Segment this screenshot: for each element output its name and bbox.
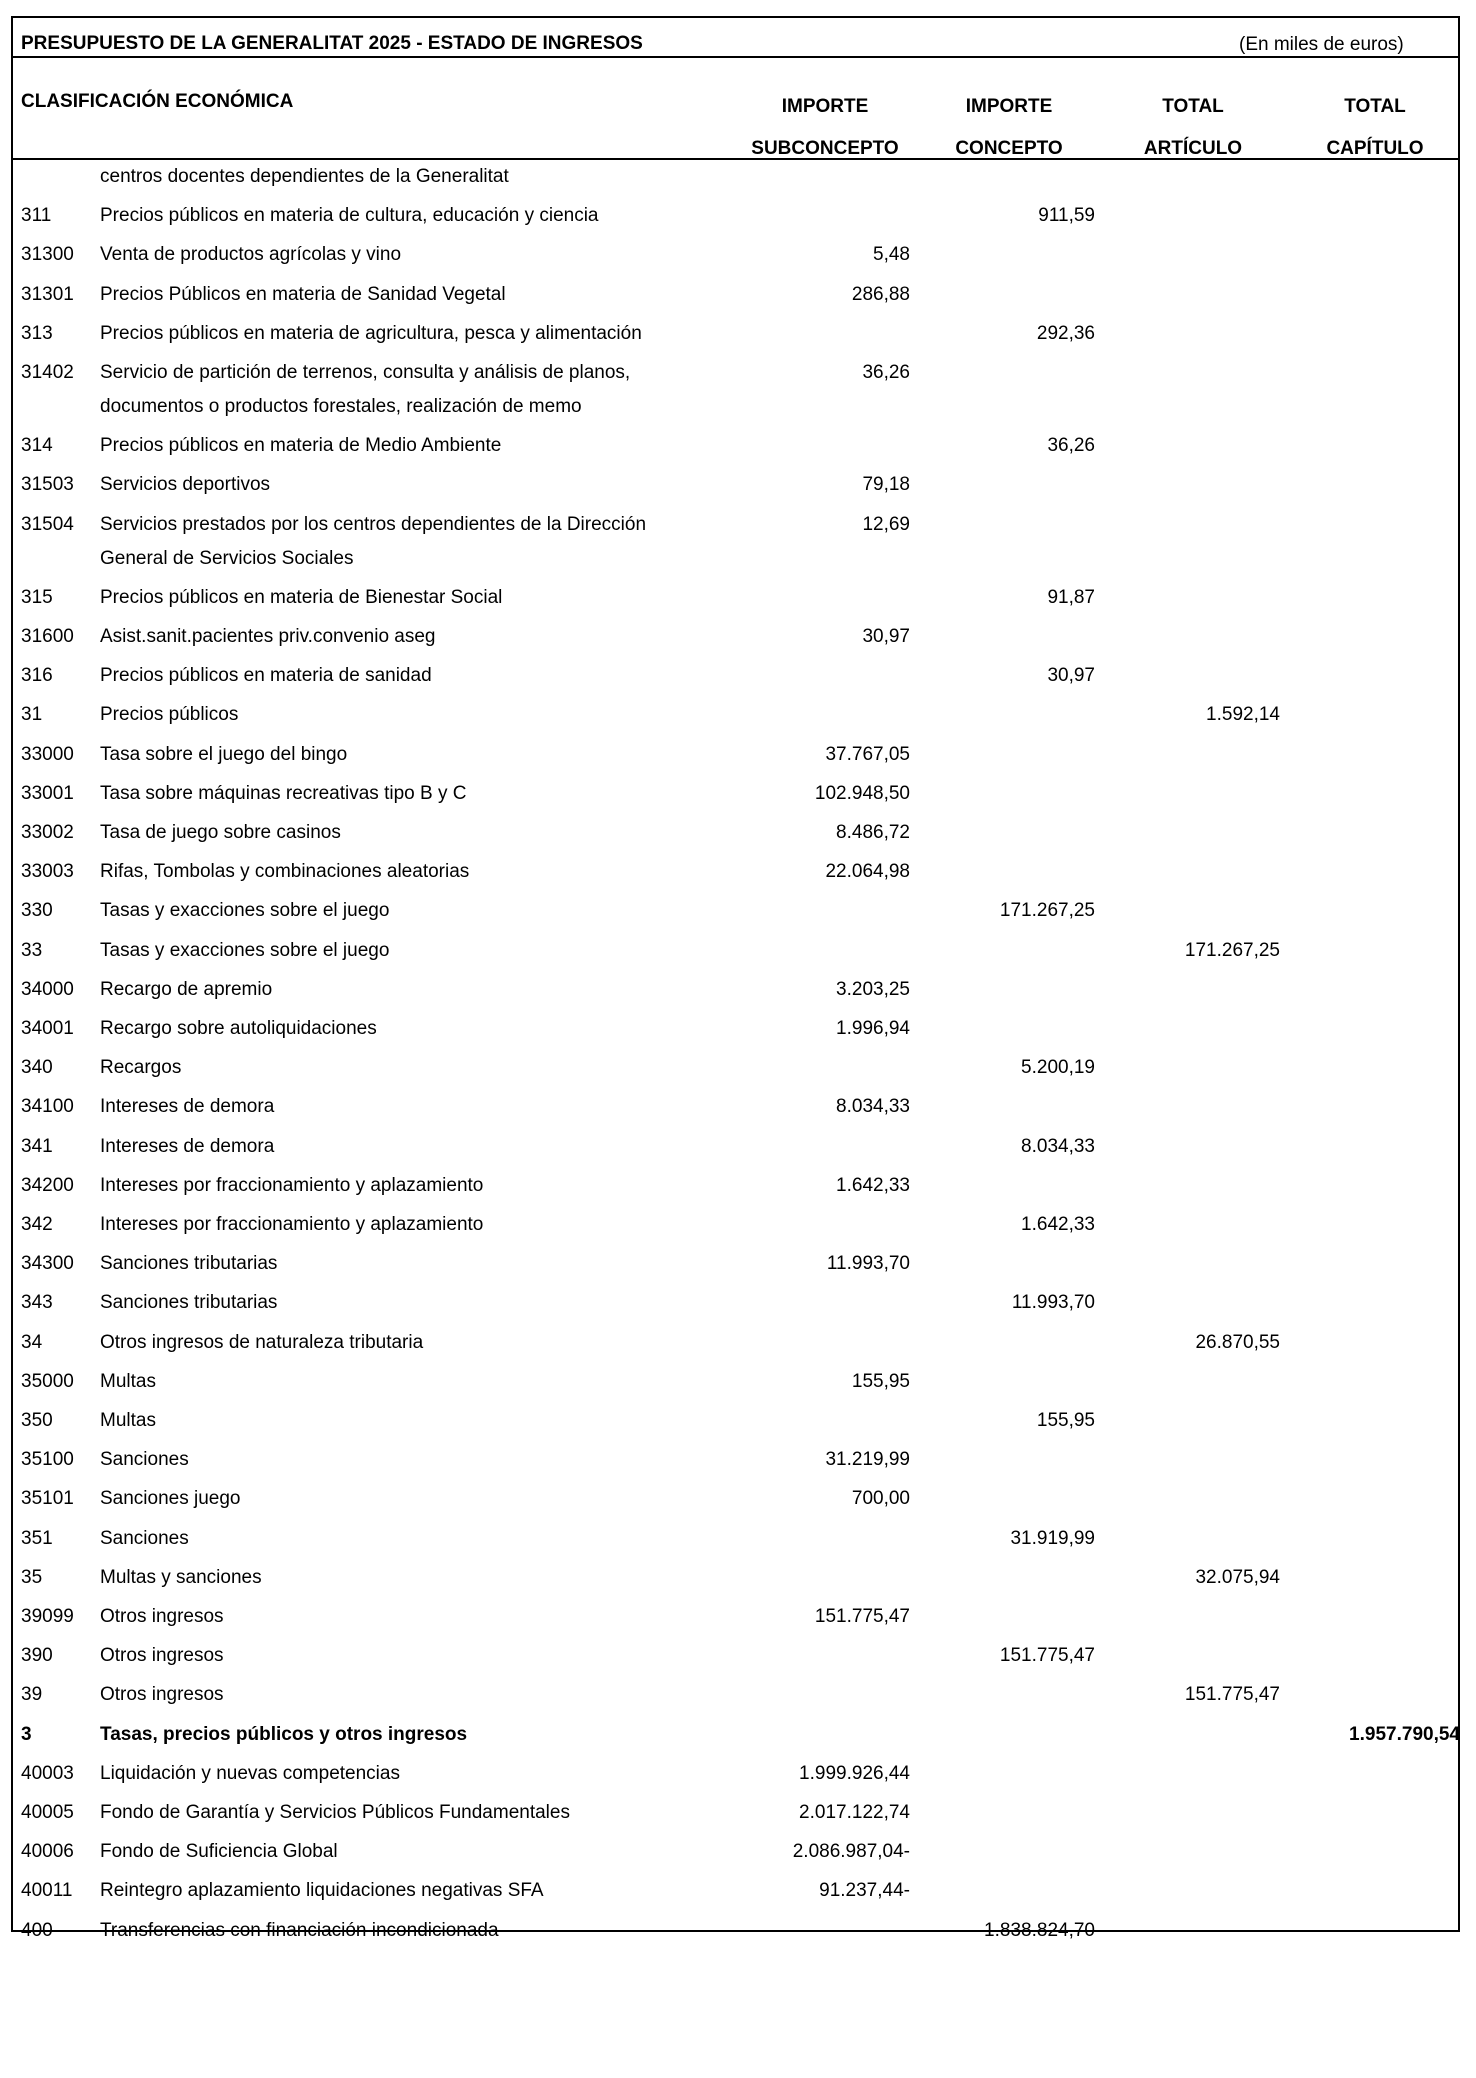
row-code: 316 — [21, 665, 53, 687]
row-description: centros docentes dependientes de la Generalitat — [100, 166, 509, 187]
row-code: 342 — [21, 1214, 53, 1235]
row-code: 31600 — [21, 626, 74, 647]
value-importe-subconcepto: 8.034,33 — [836, 1096, 910, 1118]
row-code: 40005 — [21, 1802, 74, 1823]
row-description: Asist.sanit.pacientes priv.convenio aseg — [100, 626, 436, 647]
row-description: Otros ingresos — [100, 1645, 224, 1667]
row-description: Precios públicos en materia de cultura, educación y ciencia — [100, 205, 599, 227]
units-label: (En miles de euros) — [1239, 34, 1404, 55]
row-code: 343 — [21, 1292, 53, 1314]
row-code: 340 — [21, 1057, 53, 1079]
value-importe-subconcepto: 155,95 — [851, 1370, 910, 1392]
value-importe-subconcepto: 1.642,33 — [836, 1174, 910, 1196]
row-description: Otros ingresos de naturaleza tributaria — [100, 1331, 424, 1353]
row-description: Precios públicos en materia de agricultura, pesca y alimentación — [100, 322, 642, 344]
row-description: Sanciones — [100, 1527, 189, 1549]
value-importe-concepto: 11.993,70 — [1011, 1292, 1095, 1314]
row-code: 341 — [21, 1135, 53, 1157]
budget-table — [11, 16, 1460, 1941]
row-description: documentos o productos forestales, realización de memo — [100, 396, 582, 417]
row-description: Recargos — [100, 1057, 182, 1079]
row-description: Tasa sobre el juego del bingo — [100, 743, 348, 765]
value-total-capitulo: 1.957.790,54 — [1349, 1723, 1460, 1745]
row-code: 314 — [21, 435, 53, 457]
value-importe-subconcepto: 37.767,05 — [825, 743, 910, 765]
row-code: 311 — [21, 205, 52, 227]
row-description: Tasa de juego sobre casinos — [100, 822, 341, 843]
value-importe-concepto: 292,36 — [1036, 322, 1095, 344]
header-line1: IMPORTE — [965, 96, 1053, 117]
row-code: 35 — [21, 1566, 43, 1588]
value-importe-concepto: 5.200,19 — [1021, 1057, 1095, 1079]
value-total-articulo: 1.592,14 — [1206, 704, 1280, 726]
row-description: Rifas, Tombolas y combinaciones aleatorias — [100, 861, 470, 883]
header-line1: TOTAL — [1162, 96, 1224, 117]
row-code: 34000 — [21, 978, 74, 1000]
row-description: Liquidación y nuevas competencias — [100, 1762, 400, 1784]
value-importe-subconcepto: 2.086.987,04- — [792, 1841, 910, 1863]
row-code: 31503 — [21, 474, 74, 496]
value-importe-subconcepto: 151.775,47 — [814, 1606, 910, 1627]
header-line1: TOTAL — [1344, 96, 1406, 117]
row-description: Servicios deportivos — [100, 474, 271, 496]
row-code: 34100 — [21, 1096, 74, 1118]
value-importe-concepto: 31.919,99 — [1010, 1527, 1095, 1549]
value-importe-subconcepto: 2.017.122,74 — [799, 1802, 910, 1823]
row-code: 34200 — [21, 1174, 74, 1196]
value-importe-subconcepto: 286,88 — [851, 283, 910, 305]
row-code: 330 — [21, 900, 53, 922]
row-code: 351 — [21, 1527, 53, 1549]
header-line2: CAPÍTULO — [1326, 138, 1424, 159]
value-importe-subconcepto: 79,18 — [862, 474, 910, 496]
row-code: 31402 — [21, 362, 74, 383]
row-description: Servicio de partición de terrenos, consulta y análisis de planos, — [100, 362, 631, 383]
value-importe-subconcepto: 36,26 — [862, 362, 910, 383]
value-importe-concepto: 171.267,25 — [999, 900, 1095, 922]
value-importe-subconcepto: 8.486,72 — [836, 822, 910, 843]
classification-heading: CLASIFICACIÓN ECONÓMICA — [21, 91, 294, 112]
value-importe-subconcepto: 5,48 — [873, 244, 910, 266]
value-importe-concepto: 91,87 — [1047, 586, 1095, 608]
value-importe-concepto: 155,95 — [1036, 1410, 1095, 1431]
row-description: Precios públicos — [100, 704, 239, 726]
row-description: Precios públicos en materia de sanidad — [100, 665, 432, 687]
value-importe-concepto: 911,59 — [1038, 205, 1095, 227]
row-description: Intereses de demora — [100, 1096, 275, 1118]
value-importe-subconcepto: 12,69 — [862, 513, 910, 535]
header-line2: ARTÍCULO — [1143, 138, 1243, 159]
header-line2: SUBCONCEPTO — [751, 138, 899, 159]
value-importe-subconcepto: 22.064,98 — [825, 861, 910, 883]
row-description: Recargo sobre autoliquidaciones — [100, 1018, 377, 1039]
row-code: 40003 — [21, 1762, 74, 1784]
row-code: 34 — [21, 1331, 43, 1353]
row-description: Sanciones tributarias — [100, 1292, 278, 1314]
row-description: Otros ingresos — [100, 1606, 224, 1627]
row-code: 350 — [21, 1410, 53, 1431]
row-description: Precios Públicos en materia de Sanidad Vegetal — [100, 283, 506, 305]
row-code: 39 — [21, 1684, 43, 1706]
row-description: Fondo de Garantía y Servicios Públicos Fundamentales — [100, 1802, 570, 1823]
row-code: 315 — [21, 586, 53, 608]
row-code: 39099 — [21, 1606, 74, 1627]
row-description: Intereses por fraccionamiento y aplazamiento — [100, 1214, 484, 1235]
value-importe-concepto: 151.775,47 — [999, 1645, 1095, 1667]
row-description: Multas — [100, 1410, 156, 1431]
value-importe-subconcepto: 1.996,94 — [836, 1018, 910, 1039]
row-code: 31504 — [21, 513, 74, 535]
row-description: Transferencias con financiación incondicionada — [100, 1919, 499, 1941]
row-description: Precios públicos en materia de Bienestar Social — [100, 586, 503, 608]
value-total-articulo: 151.775,47 — [1184, 1684, 1280, 1706]
row-description: Multas — [100, 1370, 156, 1392]
value-importe-concepto: 30,97 — [1047, 665, 1095, 687]
value-importe-subconcepto: 700,00 — [851, 1488, 910, 1510]
value-importe-subconcepto: 11.993,70 — [826, 1253, 910, 1275]
row-description: Tasas, precios públicos y otros ingresos — [100, 1723, 468, 1745]
value-importe-subconcepto: 91.237,44- — [819, 1880, 910, 1902]
row-description: General de Servicios Sociales — [100, 547, 354, 569]
row-code: 33002 — [21, 822, 74, 843]
value-importe-concepto: 8.034,33 — [1021, 1135, 1095, 1157]
row-description: Reintegro aplazamiento liquidaciones negativas SFA — [100, 1880, 544, 1902]
row-code: 33001 — [21, 782, 74, 804]
header-line2: CONCEPTO — [955, 138, 1063, 159]
row-description: Intereses de demora — [100, 1135, 275, 1157]
value-importe-concepto: 1.838.824,70 — [984, 1919, 1095, 1941]
row-description: Fondo de Suficiencia Global — [100, 1841, 338, 1863]
value-importe-subconcepto: 30,97 — [862, 626, 910, 647]
column-header — [13, 58, 1458, 160]
value-importe-subconcepto: 31.219,99 — [825, 1449, 910, 1471]
row-code: 31300 — [21, 244, 74, 266]
row-description: Tasa sobre máquinas recreativas tipo B y C — [100, 782, 467, 804]
row-code: 40006 — [21, 1841, 74, 1863]
value-total-articulo: 32.075,94 — [1195, 1566, 1280, 1588]
row-code: 40011 — [21, 1880, 73, 1902]
header-line1: IMPORTE — [781, 96, 869, 117]
value-total-articulo: 171.267,25 — [1184, 939, 1280, 961]
row-code: 33 — [21, 939, 43, 961]
row-code: 390 — [21, 1645, 53, 1667]
row-code: 34001 — [21, 1018, 74, 1039]
row-description: Multas y sanciones — [100, 1566, 262, 1588]
row-description: Sanciones — [100, 1449, 189, 1471]
row-description: Servicios prestados por los centros dependientes de la Dirección — [100, 513, 647, 535]
row-description: Tasas y exacciones sobre el juego — [100, 900, 390, 922]
document-title: PRESUPUESTO DE LA GENERALITAT 2025 - ESTADO DE INGRESOS — [21, 33, 643, 54]
row-code: 33003 — [21, 861, 74, 883]
value-importe-subconcepto: 102.948,50 — [814, 782, 910, 804]
value-importe-subconcepto: 3.203,25 — [836, 978, 910, 1000]
value-importe-subconcepto: 1.999.926,44 — [799, 1762, 910, 1784]
row-description: Intereses por fraccionamiento y aplazamiento — [100, 1174, 484, 1196]
row-code: 313 — [21, 322, 53, 344]
row-code: 33000 — [21, 743, 74, 765]
row-code: 31 — [21, 704, 43, 726]
value-importe-concepto: 1.642,33 — [1021, 1214, 1095, 1235]
row-code: 400 — [21, 1919, 53, 1941]
row-code: 34300 — [21, 1253, 74, 1275]
row-description: Sanciones juego — [100, 1488, 241, 1510]
row-description: Precios públicos en materia de Medio Ambiente — [100, 435, 502, 457]
row-description: Venta de productos agrícolas y vino — [100, 244, 402, 266]
row-description: Otros ingresos — [100, 1684, 224, 1706]
row-code: 35100 — [21, 1449, 74, 1471]
row-code: 3 — [21, 1723, 32, 1745]
row-description: Sanciones tributarias — [100, 1253, 278, 1275]
value-importe-concepto: 36,26 — [1047, 435, 1095, 457]
row-code: 35101 — [21, 1488, 74, 1510]
value-total-articulo: 26.870,55 — [1195, 1331, 1280, 1353]
row-code: 35000 — [21, 1370, 74, 1392]
row-description: Tasas y exacciones sobre el juego — [100, 939, 390, 961]
title-row — [13, 18, 1458, 58]
row-description: Recargo de apremio — [100, 978, 273, 1000]
row-code: 31301 — [21, 283, 74, 305]
